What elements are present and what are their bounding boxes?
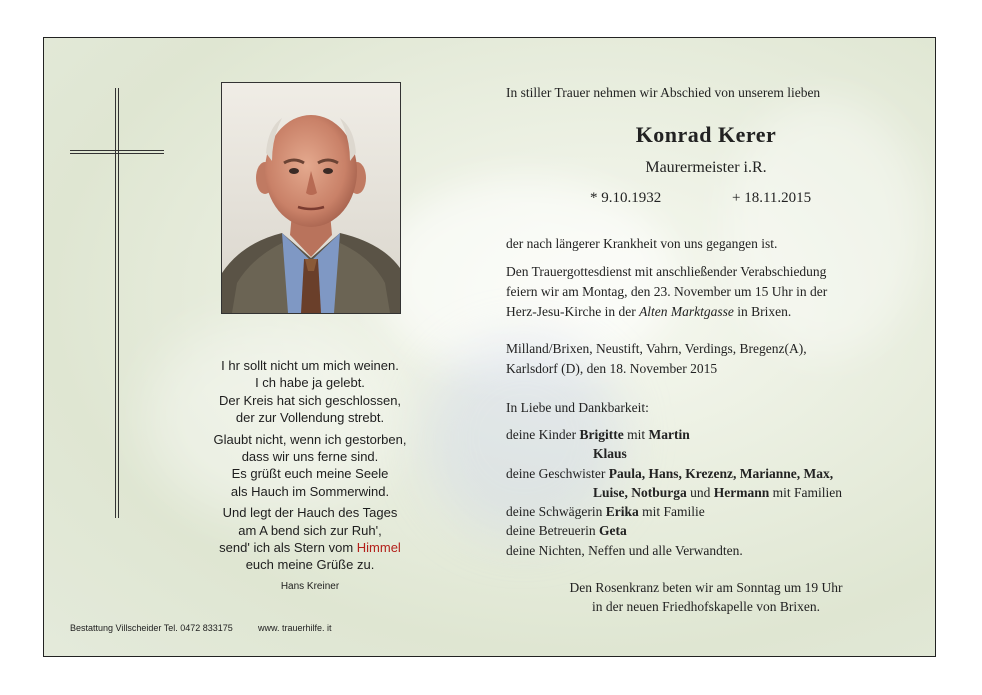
family-label: deine Betreuerin [506,523,599,539]
poem-stanza [190,504,430,574]
birth-date: * 9.10.1932 [590,190,662,206]
cross-icon-horizontal [70,150,164,154]
family-list [506,425,906,560]
family-name: Paula, Hans, Krezenz, Marianne, Max, [608,465,834,481]
poem-line: der zur Vollendung strebt. [235,410,385,426]
family-suffix: mit Familien [769,484,843,500]
family-name: Geta [598,523,627,539]
family-connector: und [686,484,714,500]
family-name: Martin [648,427,690,442]
rosary-line: in der neuen Friedhofskapelle von Brixen. [592,599,820,614]
places-line: Karlsdorf (D), den 18. November 2015 [506,361,718,376]
family-label: deine Geschwister [506,465,609,481]
family-label: deine Schwägerin [506,504,606,520]
poem-author: Hans Kreiner [280,580,340,592]
service-text: in Brixen. [733,304,792,319]
service-line [506,302,896,322]
portrait-photo [221,82,401,314]
family-siblings-2 [506,483,906,502]
poem-line: I hr sollt nicht um mich weinen. [221,358,399,373]
death-line: der nach längerer Krankheit von uns gegangen ist. [506,236,778,251]
website-link[interactable]: www. trauerhilfe. it [258,623,332,633]
family-name: Erika [605,504,639,520]
family-name: Brigitte [579,427,624,442]
service-place: Alten Marktgasse [639,304,734,319]
poem-highlight-word: Himmel [356,540,401,556]
death-date: + 18.11.2015 [732,190,812,206]
poem-line: als Hauch im Sommerwind. [230,483,390,499]
poem-line: euch meine Grüße zu. [245,557,375,573]
poem-line: Glaubt nicht, wenn ich gestorben, [213,431,407,447]
poem-line [190,539,430,556]
rosary-announcement [506,578,906,616]
family-relatives: deine Nichten, Neffen und alle Verwandten. [506,542,743,558]
service-line: feiern wir am Montag, den 23. November um 15 Uhr in der [506,284,828,299]
family-children-2 [506,444,906,463]
intro-text: In stiller Trauer nehmen wir Abschied von unserem lieben [506,85,821,100]
family-carer [506,521,906,540]
poem-stanza [190,357,430,427]
service-line: Den Trauergottesdienst mit anschließender Verabschiedung [506,264,827,279]
poem-line: am A bend sich zur Ruh', [238,522,382,538]
family-siblings [506,464,906,483]
poem-line: Und legt der Hauch des Tages [222,505,398,521]
family-name: Klaus [593,446,627,462]
portrait-image [222,83,400,313]
poem-line: Es grüßt euch meine Seele [231,466,389,482]
service-text: Herz-Jesu-Kirche in der [506,304,640,319]
poem-line-text: send' ich als Stern vom [219,540,357,556]
family-name: Hermann [713,484,770,500]
poem-stanza [190,431,430,501]
family-children [506,425,906,444]
rosary-line: Den Rosenkranz beten wir am Sonntag um 19 Uhr [569,580,843,595]
poem-line: Der Kreis hat sich geschlossen, [218,392,402,408]
poem-line: I ch habe ja gelebt. [255,375,365,391]
service-announcement [506,262,896,322]
family-sister-in-law [506,502,906,521]
family-suffix: mit Familie [638,504,705,520]
places-line: Milland/Brixen, Neustift, Vahrn, Verdings, Bregenz(A), [506,341,807,356]
gratitude-heading: In Liebe und Dankbarkeit: [506,400,649,415]
undertaker-info: Bestattung Villscheider Tel. 0472 833175 [70,623,233,633]
deceased-name: Konrad Kerer [635,122,777,147]
places-and-date [506,339,896,379]
poem [190,357,430,595]
family-connector: mit [623,427,649,442]
family-name: Luise, Notburga [593,484,687,500]
poem-line: dass wir uns ferne sind. [241,449,379,465]
occupation: Maurermeister i.R. [645,159,767,176]
family-label: deine Kinder [506,427,580,442]
